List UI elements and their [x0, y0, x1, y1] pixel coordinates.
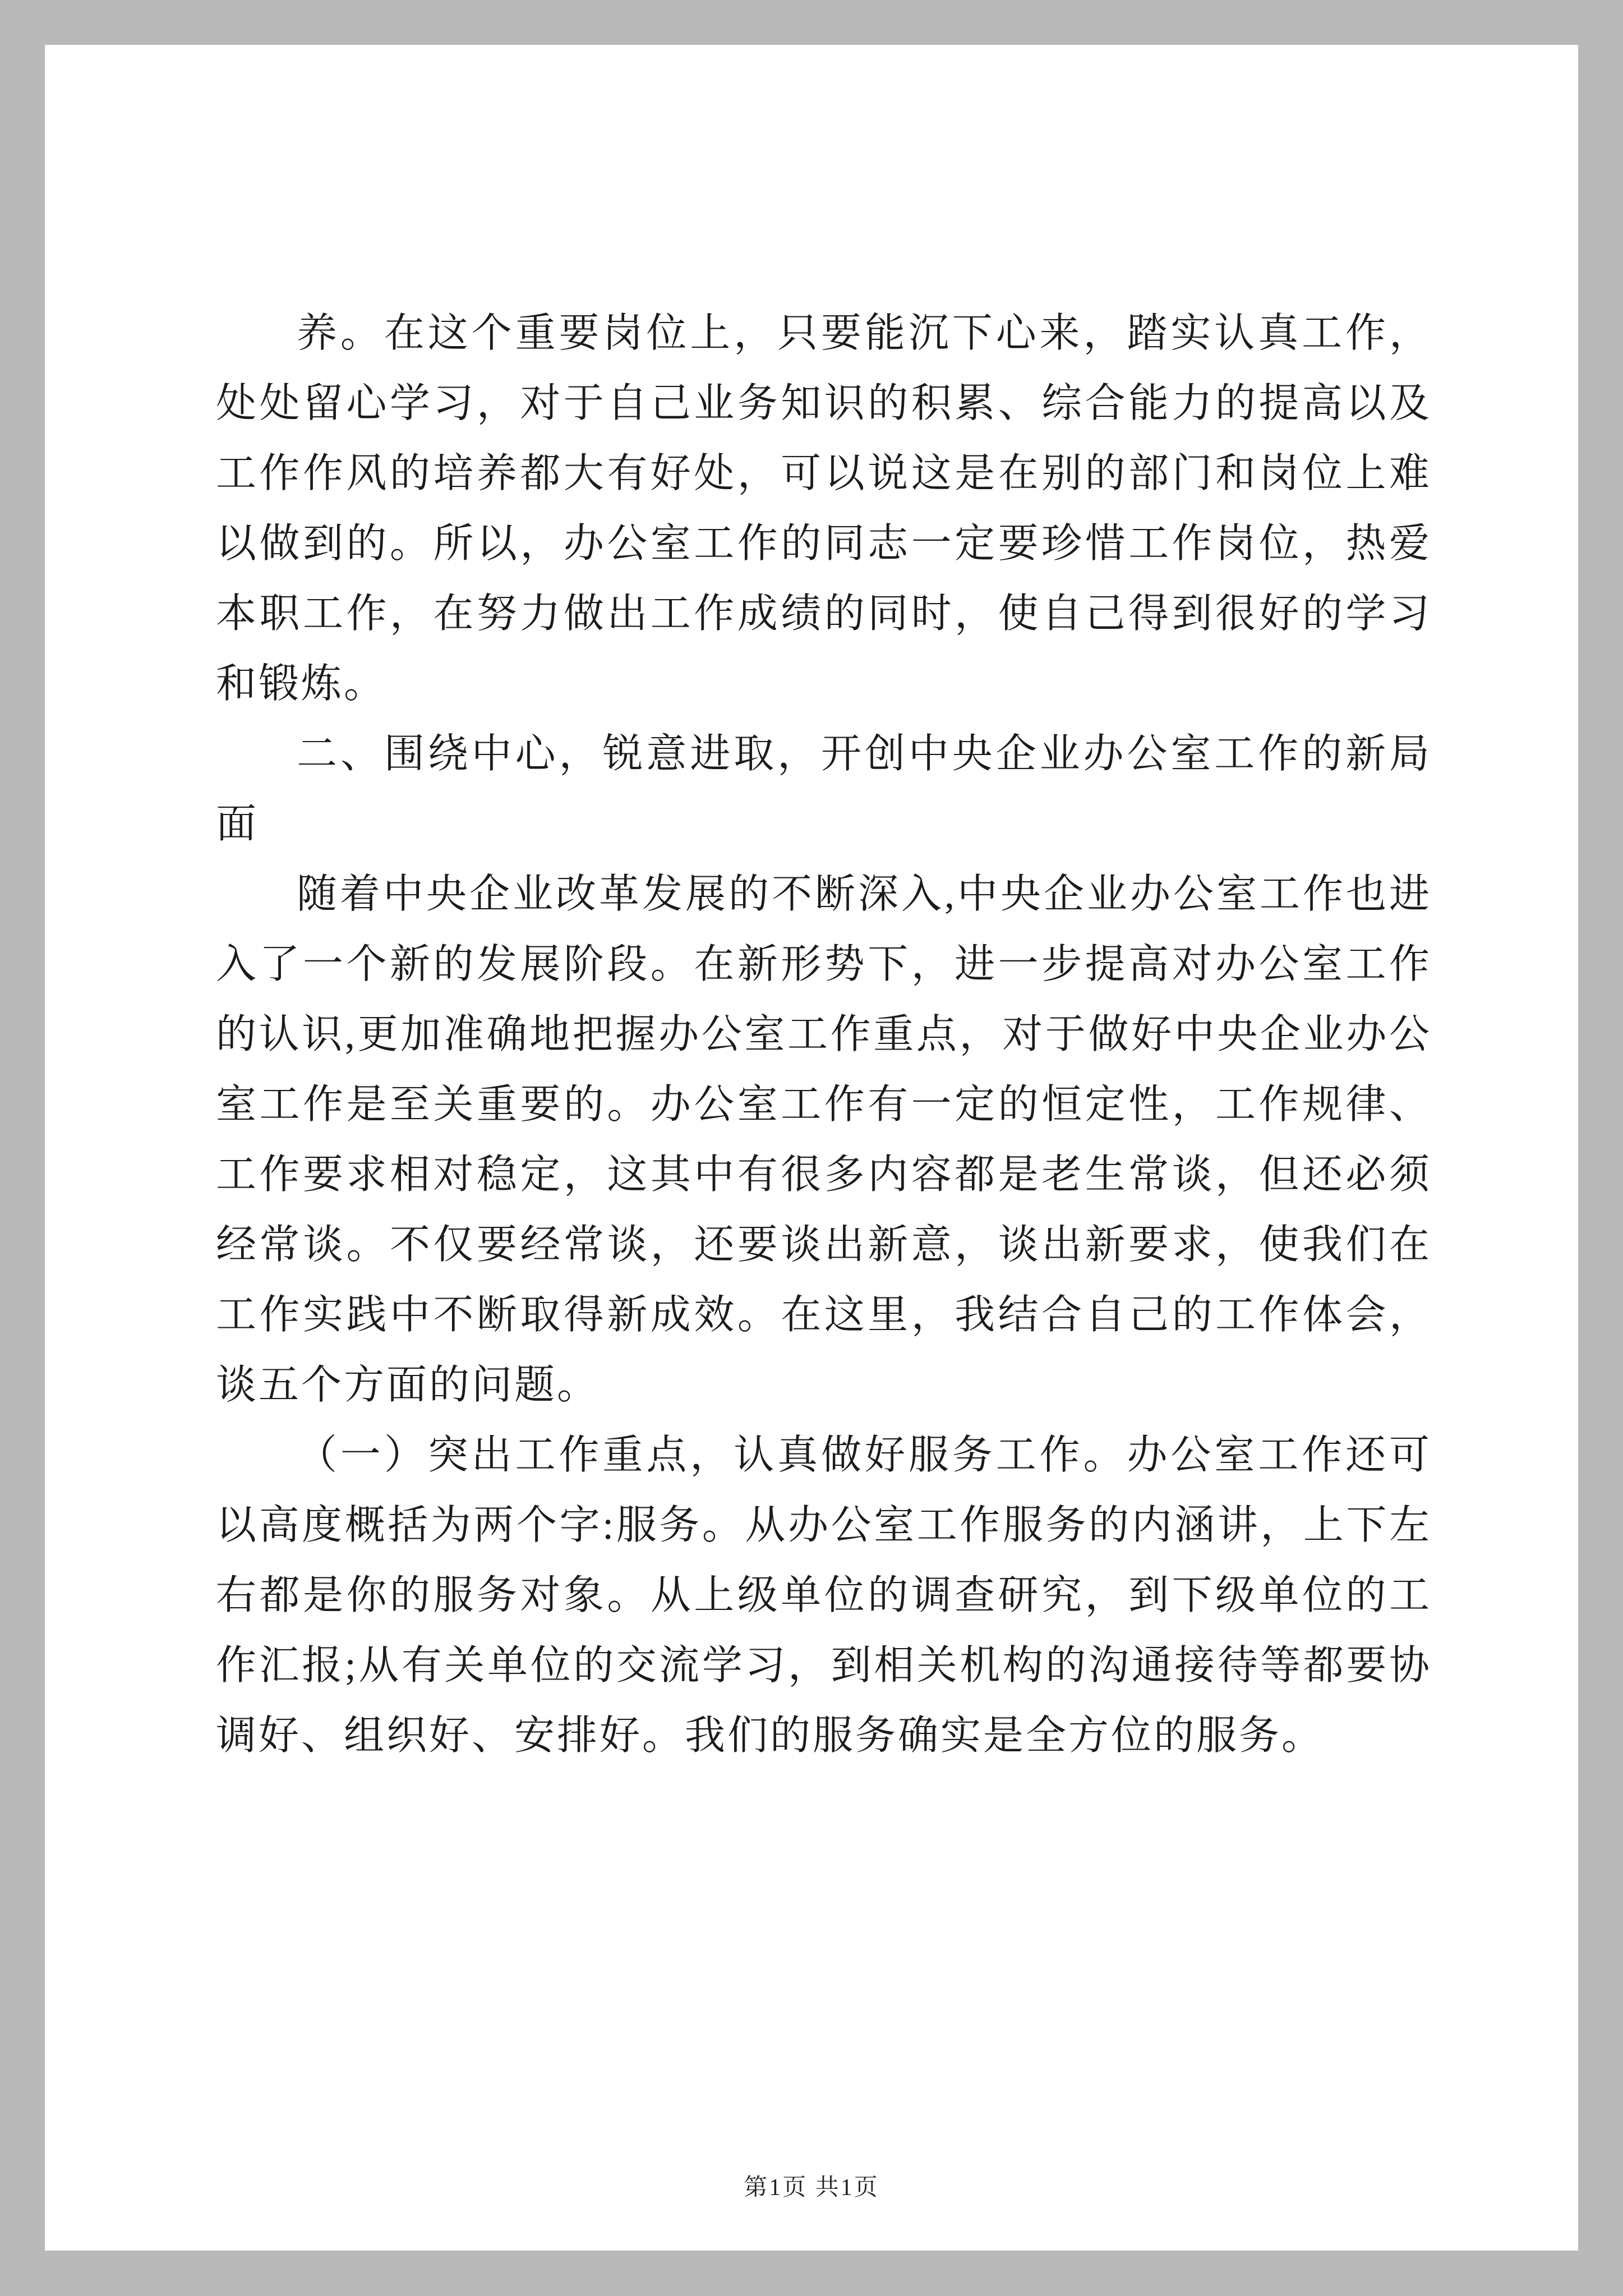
paragraph-subsection-1: （一）突出工作重点，认真做好服务工作。办公室工作还可以高度概括为两个字:服务。从办公室工作服务的内涵讲，上下左右都是你的服务对象。从上级单位的调查研究，到下级单位的工作汇报;从有关单位的交流学习，到相关机构的沟通接待等都要协调好、组织好、安排好。我们的服务确实是全方位的服务。	[216, 1433, 1432, 1758]
document-page	[45, 45, 1578, 2251]
paragraph-continuation: 养。在这个重要岗位上，只要能沉下心来，踏实认真工作，处处留心学习，对于自己业务知识的积累、综合能力的提高以及工作作风的培养都大有好处，可以说这是在别的部门和岗位上难以做到的。所以，办公室工作的同志一定要珍惜工作岗位，热爱本职工作，在努力做出工作成绩的同时，使自己得到很好的学习和锻炼。	[216, 311, 1432, 706]
section-heading-2: 二、围绕中心，锐意进取，开创中央企业办公室工作的新局面	[216, 731, 1432, 846]
document-body	[216, 298, 1432, 1771]
page-footer: 第1页 共1页	[744, 2175, 879, 2201]
paragraph-body: 随着中央企业改革发展的不断深入,中央企业办公室工作也进入了一个新的发展阶段。在新形势下，进一步提高对办公室工作的认识,更加准确地把握办公室工作重点，对于做好中央企业办公室工作是至关重要的。办公室工作有一定的恒定性，工作规律、工作要求相对稳定，这其中有很多内容都是老生常谈，但还必须经常谈。不仅要经常谈，还要谈出新意，谈出新要求，使我们在工作实践中不断取得新成效。在这里，我结合自己的工作体会，谈五个方面的问题。	[216, 872, 1432, 1407]
